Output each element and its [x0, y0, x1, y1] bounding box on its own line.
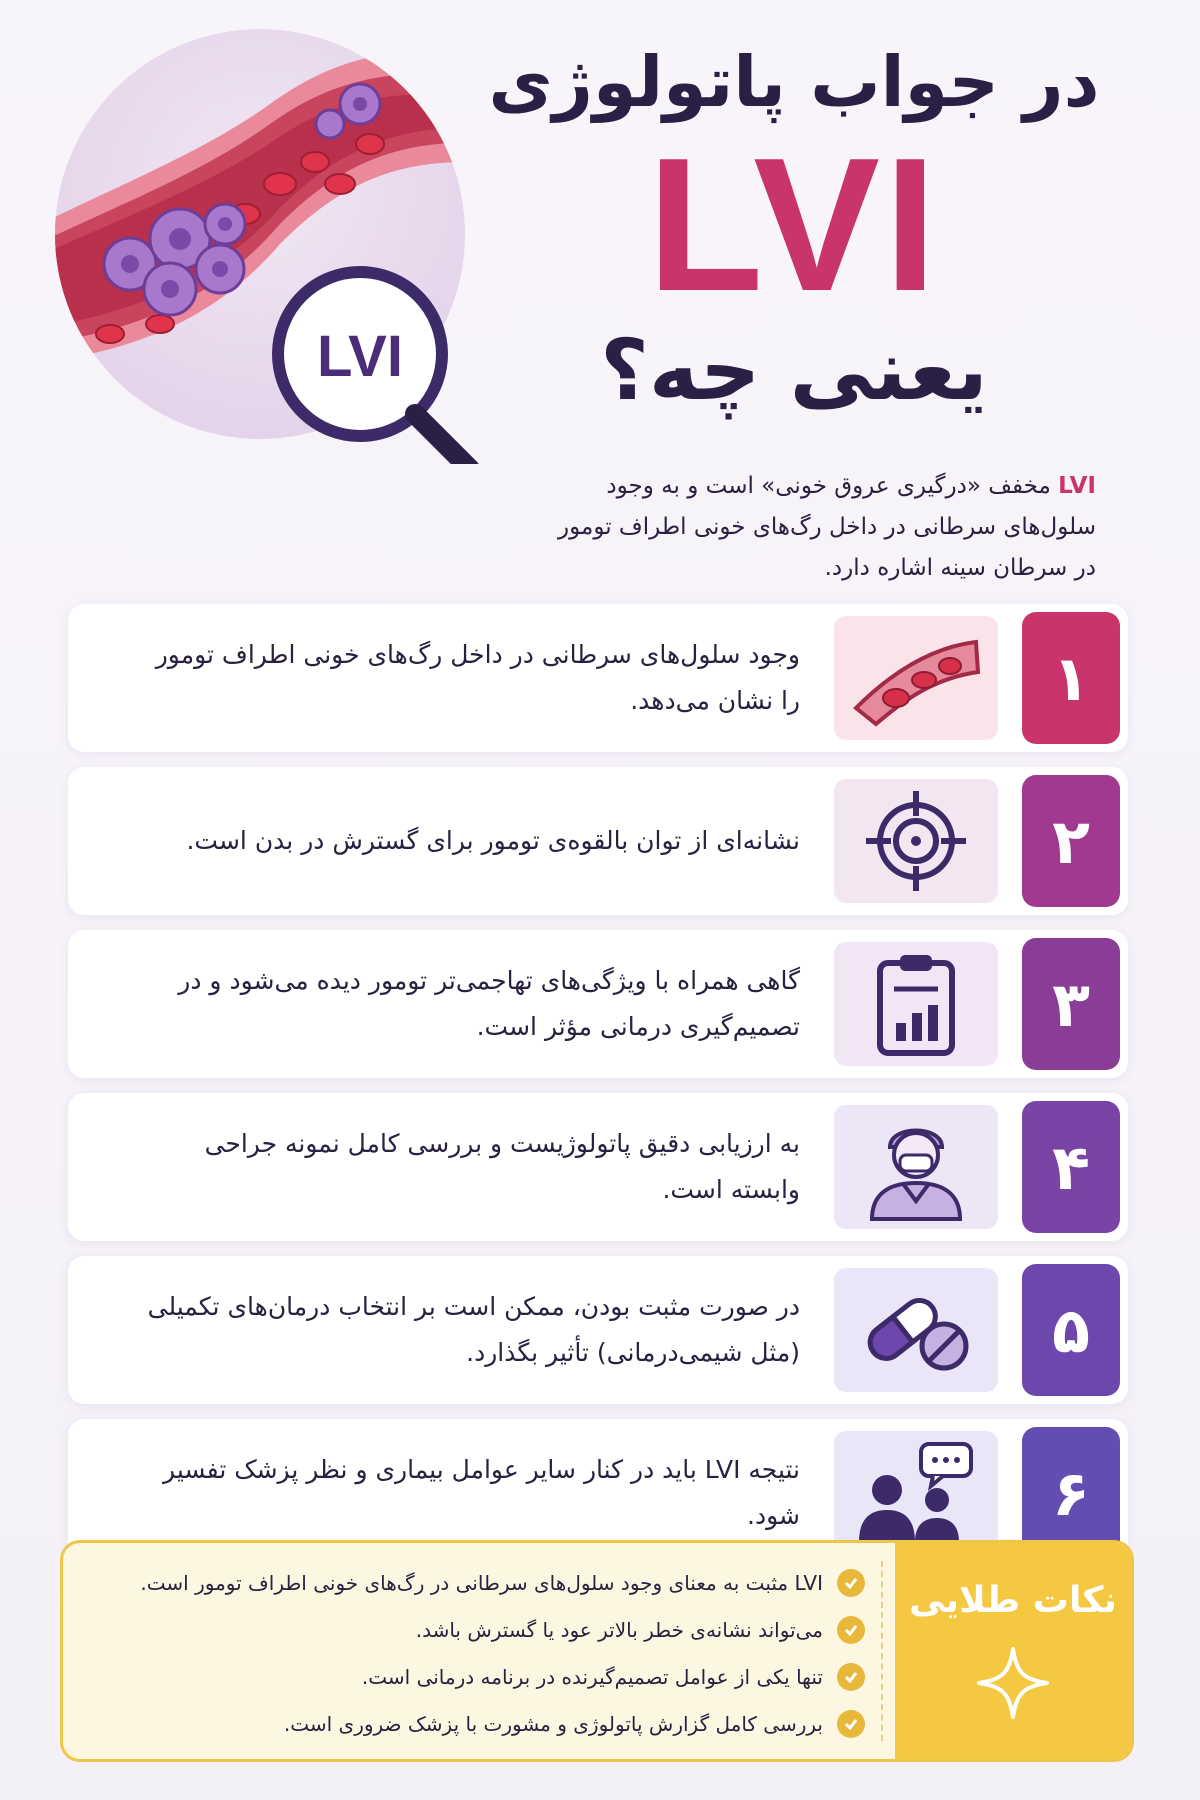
- card-number: ۴: [1022, 1101, 1120, 1233]
- tip-text: می‌تواند نشانه‌ی خطر بالاتر عود یا گسترش باشد.: [415, 1617, 823, 1642]
- tip-text: بررسی کامل گزارش پاتولوژی و مشورت با پزشک ضروری است.: [283, 1711, 823, 1736]
- title-question: یعنی چه؟: [600, 321, 988, 419]
- consultation-icon: [834, 1431, 998, 1555]
- card-number: ۲: [1022, 775, 1120, 907]
- tips-list: [65, 1559, 865, 1747]
- card-text: وجود سلول‌های سرطانی در داخل رگ‌های خونی اطراف تومور را نشان می‌دهد.: [155, 640, 800, 715]
- card-text: نشانه‌ای از توان بالقوه‌ی تومور برای گسترش در بدن است.: [186, 826, 800, 855]
- info-card-4: [68, 1093, 1128, 1241]
- illustration-badge: LVI: [317, 324, 403, 389]
- tips-header: [895, 1543, 1131, 1759]
- info-card-2: [68, 767, 1128, 915]
- tip-text: تنها یکی از عوامل تصمیم‌گیرنده در برنامه درمانی است.: [361, 1664, 823, 1689]
- card-text: گاهی همراه با ویژگی‌های تهاجمی‌تر تومور دیده می‌شود و در تصمیم‌گیری درمانی مؤثر است.: [178, 966, 800, 1041]
- card-number: ۱: [1022, 612, 1120, 744]
- sparkle-icon: [973, 1643, 1053, 1723]
- tip-text: LVI مثبت به معنای وجود سلول‌های سرطانی در رگ‌های خونی اطراف تومور است.: [140, 1570, 823, 1595]
- check-icon: [837, 1616, 865, 1644]
- info-card-3: [68, 930, 1128, 1078]
- title-abbreviation: LVI: [647, 119, 941, 331]
- tips-title: نکات طلایی: [909, 1579, 1117, 1621]
- tip-item: [65, 1700, 865, 1747]
- tip-item: [65, 1606, 865, 1653]
- pills-icon: [834, 1268, 998, 1392]
- tip-item: [65, 1653, 865, 1700]
- info-card-1: [68, 604, 1128, 752]
- check-icon: [837, 1710, 865, 1738]
- intro-paragraph: [536, 466, 1096, 589]
- card-text: به ارزیابی دقیق پاتولوژیست و بررسی کامل نمونه جراحی وابسته است.: [204, 1129, 800, 1204]
- golden-tips-panel: [60, 1540, 1134, 1762]
- card-number: ۵: [1022, 1264, 1120, 1396]
- card-number: ۳: [1022, 938, 1120, 1070]
- intro-abbr: LVI: [1058, 473, 1096, 499]
- title-line1: در جواب پاتولوژی: [488, 41, 1100, 123]
- clipboard-chart-icon: [834, 942, 998, 1066]
- blood-vessel-illustration: [40, 24, 480, 464]
- card-text: نتیجه LVI باید در کنار سایر عوامل بیماری و نظر پزشک تفسیر شود.: [163, 1455, 800, 1530]
- target-icon: [834, 779, 998, 903]
- pathologist-icon: [834, 1105, 998, 1229]
- info-card-5: [68, 1256, 1128, 1404]
- info-cards: [68, 604, 1128, 1582]
- card-number: ۶: [1022, 1427, 1120, 1559]
- card-text: در صورت مثبت بودن، ممکن است بر انتخاب درمان‌های تکمیلی (مثل شیمی‌درمانی) تأثیر بگذارد.: [147, 1292, 800, 1367]
- tips-divider: [881, 1561, 883, 1741]
- check-icon: [837, 1569, 865, 1597]
- tip-item: [65, 1559, 865, 1606]
- intro-text: مخفف «درگیری عروق خونی» است و به وجود سلول‌های سرطانی در داخل رگ‌های خونی اطراف تومور در سرطان سینه اشاره دارد.: [558, 473, 1096, 581]
- page-title: [484, 40, 1104, 421]
- check-icon: [837, 1663, 865, 1691]
- blood-vessel-icon: [834, 616, 998, 740]
